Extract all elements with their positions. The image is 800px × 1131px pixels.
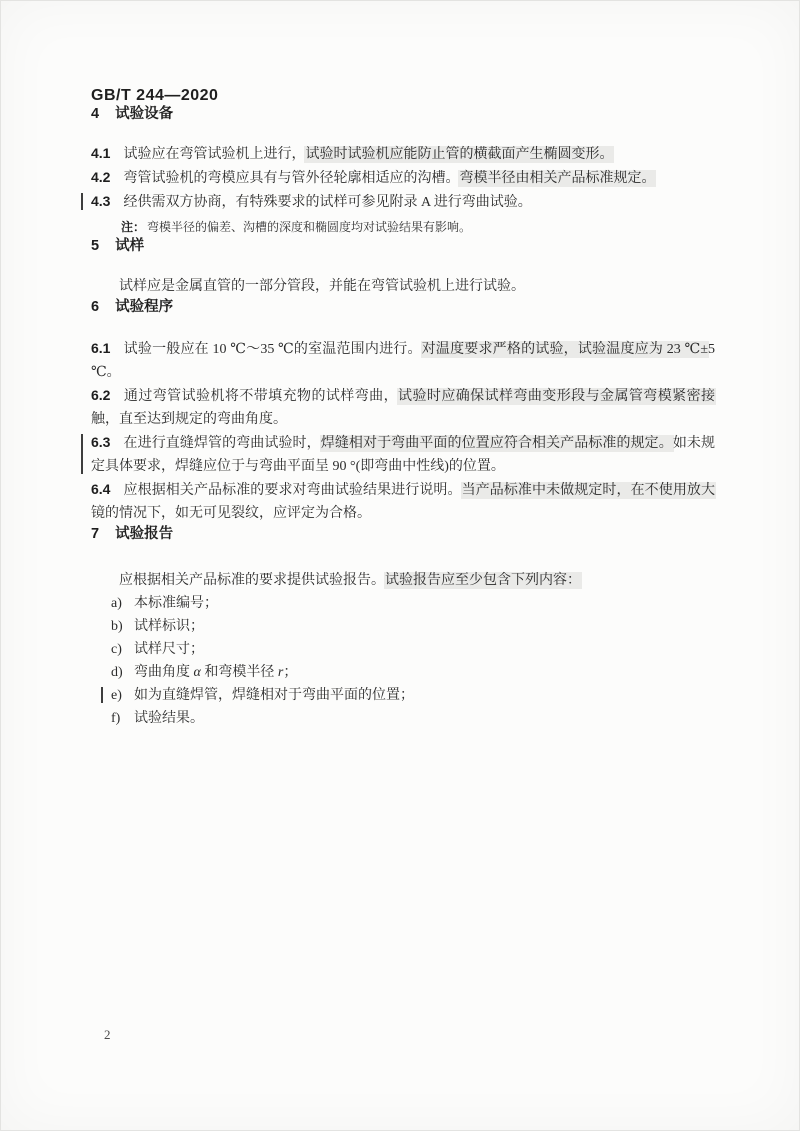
list-item-f [111, 707, 715, 730]
clause-6-2 [91, 384, 715, 431]
section-number: 4 [91, 106, 100, 122]
clause-text: 应根据相关产品标准的要求对弯曲试验结果进行说明。 [123, 483, 462, 498]
list-text: 试验结果。 [134, 711, 204, 726]
section-5-paragraph: 试样应是金属直管的一部分管段，并能在弯管试验机上进行试验。 [119, 279, 525, 294]
clause-text-shaded: 对温度要求严格的试验，试验温度应为 23 ℃± [421, 342, 708, 357]
clause-text: 试验一般应在 10 ℃～35 ℃的室温范围内进行。 [123, 342, 422, 357]
note-text: 弯模半径的偏差、沟槽的深度和椭圆度均对试验结果有影响。 [147, 220, 472, 234]
clause-4-3 [91, 190, 715, 214]
clause-4-2 [91, 166, 715, 190]
section-heading-7 [91, 525, 715, 543]
section-title: 试验报告 [115, 526, 174, 542]
section-heading-6 [91, 298, 715, 316]
section-number: 5 [91, 238, 100, 254]
list-letter: d) [111, 665, 123, 680]
clause-text: 在进行直缝焊管的弯曲试验时， [123, 436, 321, 451]
list-text: 如为直缝焊管，焊缝相对于弯曲平面的位置； [134, 688, 414, 703]
section-title: 试验程序 [115, 299, 174, 315]
section-number: 6 [91, 299, 100, 315]
list-text: 试样尺寸； [134, 642, 204, 657]
note-4 [91, 217, 715, 237]
symbol-r: r [277, 665, 284, 680]
list-letter: c) [111, 642, 122, 657]
clause-text-shaded: 试验时应确保试样弯曲变形段与金属管弯模紧密接 [398, 389, 716, 404]
clause-4-1 [91, 142, 715, 166]
list-item-a [111, 592, 715, 615]
list-text: 本标准编号； [134, 596, 218, 611]
list-letter: f) [111, 711, 121, 726]
paragraph-text-shaded: 试验报告应至少包含下列内容： [385, 573, 581, 588]
clause-6-1 [91, 337, 715, 384]
standard-number-header: GB/T 244—2020 [91, 87, 219, 104]
clause-number: 6.2 [91, 387, 111, 403]
clause-text: 镜的情况下，如无可见裂纹，应评定为合格。 [91, 506, 371, 521]
paragraph-text: 应根据相关产品标准的要求提供试验报告。 [119, 573, 385, 588]
clause-text: 如未规定具体要求，焊缝应位于与弯曲平面呈 90 °(即弯曲中性线)的位置。 [91, 436, 716, 474]
list-letter: a) [111, 596, 122, 611]
clause-text-shaded: 焊缝相对于弯曲平面的位置应符合相关产品标准的规定。 [320, 436, 673, 451]
list-letter: e) [111, 688, 122, 703]
section-title: 试验设备 [115, 106, 174, 122]
section-heading-5 [91, 237, 715, 255]
section-heading-4 [91, 105, 715, 123]
clause-text: 试验应在弯管试验机上进行， [123, 147, 306, 162]
clause-text-shaded: 试验时试验机应能防止管的横截面产生椭圆变形。 [305, 147, 614, 162]
clause-text: 弯管试验机的弯模应具有与管外径轮廓相适应的沟槽。 [123, 171, 460, 186]
section-6-clauses [91, 337, 715, 525]
report-content-list [91, 592, 715, 730]
list-text: 试样标识； [134, 619, 204, 634]
list-text: ； [283, 665, 298, 680]
section-number: 7 [91, 526, 100, 542]
clause-text: 触，直至达到规定的弯曲角度。 [91, 412, 287, 427]
note-label: 注： [121, 220, 146, 234]
clause-number: 6.4 [91, 481, 111, 497]
clause-text: 通过弯管试验机将不带填充物的试样弯曲， [123, 389, 399, 404]
clause-number: 4.3 [91, 193, 111, 209]
clause-number: 4.2 [91, 169, 111, 185]
clause-text-shaded: 弯模半径由相关产品标准规定。 [459, 171, 656, 186]
clause-text: 经供需双方协商，有特殊要求的试样可参见附录 A 进行弯曲试验。 [123, 195, 532, 210]
clause-6-4 [91, 478, 715, 525]
list-letter: b) [111, 619, 123, 634]
list-text: 弯曲角度 [134, 665, 194, 680]
list-item-d [111, 661, 715, 684]
document-body [91, 87, 715, 730]
list-item-c [111, 638, 715, 661]
clause-number: 6.3 [91, 434, 111, 450]
section-7-paragraph [91, 569, 715, 592]
symbol-alpha: α [193, 665, 201, 680]
clause-number: 6.1 [91, 340, 111, 356]
page-number: 2 [104, 1027, 111, 1042]
clause-text: 5 ℃。 [91, 342, 715, 380]
section-4-clauses [91, 142, 715, 237]
list-text: 和弯模半径 [200, 665, 278, 680]
clause-6-3 [91, 431, 715, 478]
clause-number: 4.1 [91, 145, 111, 161]
section-title: 试样 [115, 238, 145, 254]
list-item-e [111, 684, 715, 707]
clause-text-shaded: 当产品标准中未做规定时，在不使用放大 [461, 483, 716, 498]
list-item-b [111, 615, 715, 638]
